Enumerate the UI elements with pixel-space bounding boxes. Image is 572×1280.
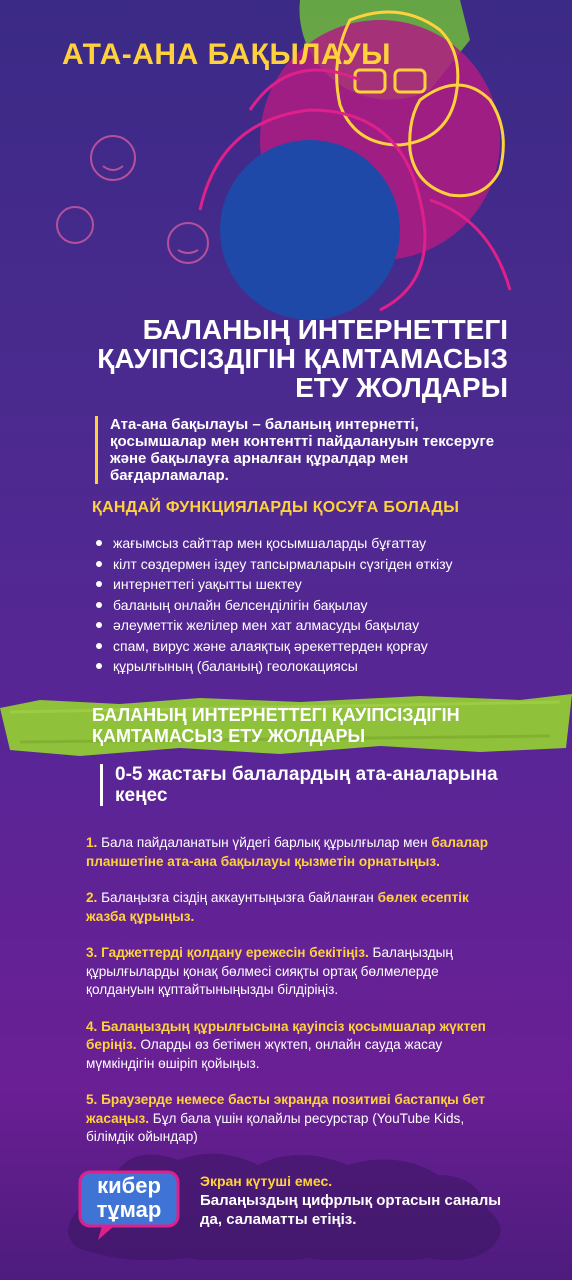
tip-text: Оларды өз бетімен жүктеп, онлайн сауда жасау мүмкіндігін өшіріп қойыңыз. — [86, 1037, 443, 1071]
list-item: жағымсыз сайттар мен қосымшаларды бұғаттау — [93, 533, 453, 554]
tip-highlight: балалар планшетіне ата-ана бақылауы қызметін орнатыңыз. — [86, 835, 489, 869]
tip-text: Балаңыздың құрылғыларды қонақ бөлмесі сияқты ортақ бөлмелерде қолдануын құптайтыныңызды білдіріңіз. — [86, 945, 453, 997]
functions-list — [93, 533, 453, 677]
footer-slogan — [200, 1172, 520, 1229]
slogan-line2: Балаңыздың цифрлық ортасын саналы да, саламатты етіңіз. — [200, 1192, 502, 1228]
tip-item — [86, 834, 506, 871]
logo-line2: тұмар — [96, 1197, 162, 1222]
list-item: құрылғының (баланың) геолокациясы — [93, 656, 453, 677]
tip-item — [86, 1018, 506, 1074]
logo-text — [78, 1174, 180, 1222]
kiber-tumar-logo — [78, 1168, 180, 1242]
list-item: әлеуметтік желілер мен хат алмасуды бақылау — [93, 615, 453, 636]
functions-title: ҚАНДАЙ ФУНКЦИЯЛАРДЫ ҚОСУҒА БОЛАДЫ — [92, 499, 460, 516]
tip-text: Балаңызға сіздің аккаунтыңызға байланған — [101, 890, 378, 905]
tip-item — [86, 889, 506, 926]
tip-text: Бала пайдаланатын үйдегі барлық құрылғылар мен — [101, 835, 432, 850]
tip-number: 2. — [86, 890, 98, 905]
safety-banner: БАЛАНЫҢ ИНТЕРНЕТТЕГІ ҚАУІПСІЗДІГІН ҚАМТАМАСЫЗ ЕТУ ЖОЛДАРЫ — [92, 705, 460, 746]
tip-number: 3. — [86, 945, 98, 960]
main-headline: БАЛАНЫҢ ИНТЕРНЕТТЕГІ ҚАУІПСІЗДІГІН ҚАМТАМАСЫЗ ЕТУ ЖОЛДАРЫ — [97, 314, 508, 403]
tip-highlight: Браузерде немесе басты экранда позитиві бастапқы бет жасаңыз. — [86, 1092, 485, 1126]
poster-title: АТА-АНА БАҚЫЛАУЫ — [62, 38, 391, 71]
list-item: интернеттегі уақытты шектеу — [93, 574, 453, 595]
tip-text: Бұл бала үшін қолайлы ресурстар (YouTube Kids, білімдік ойындар) — [86, 1110, 465, 1144]
logo-line1: кибер — [97, 1173, 161, 1198]
intro-text: Ата-ана бақылауы – баланың интернетті, қосымшалар мен контентті пайдалануын тексеруге және бақылауға арналған құралдар мен бағдарламалар. — [95, 416, 500, 484]
tip-highlight: Балаңыздың құрылғысына қауіпсіз қосымшалар жүктеп беріңіз. — [86, 1018, 486, 1052]
tips-list — [86, 834, 506, 1165]
tip-number: 4. — [86, 1018, 98, 1034]
slogan-line1: Экран күтуші емес. — [200, 1173, 333, 1189]
list-item: кілт сөздермен іздеу тапсырмаларын сүзгіден өткізу — [93, 554, 453, 575]
tip-number: 5. — [86, 1092, 98, 1107]
list-item: спам, вирус және алаяқтық әрекеттерден қорғау — [93, 636, 453, 657]
tip-highlight: Гаджеттерді қолдану ережесін бекітіңіз. — [101, 945, 369, 960]
tip-item — [86, 1091, 506, 1147]
tip-highlight: бөлек есептік жазба құрыңыз. — [86, 890, 469, 924]
advice-heading: 0-5 жастағы балалардың ата-аналарына кеңес — [100, 764, 535, 806]
tip-number: 1. — [86, 835, 98, 850]
tip-item — [86, 944, 506, 1000]
list-item: баланың онлайн белсенділігін бақылау — [93, 595, 453, 616]
